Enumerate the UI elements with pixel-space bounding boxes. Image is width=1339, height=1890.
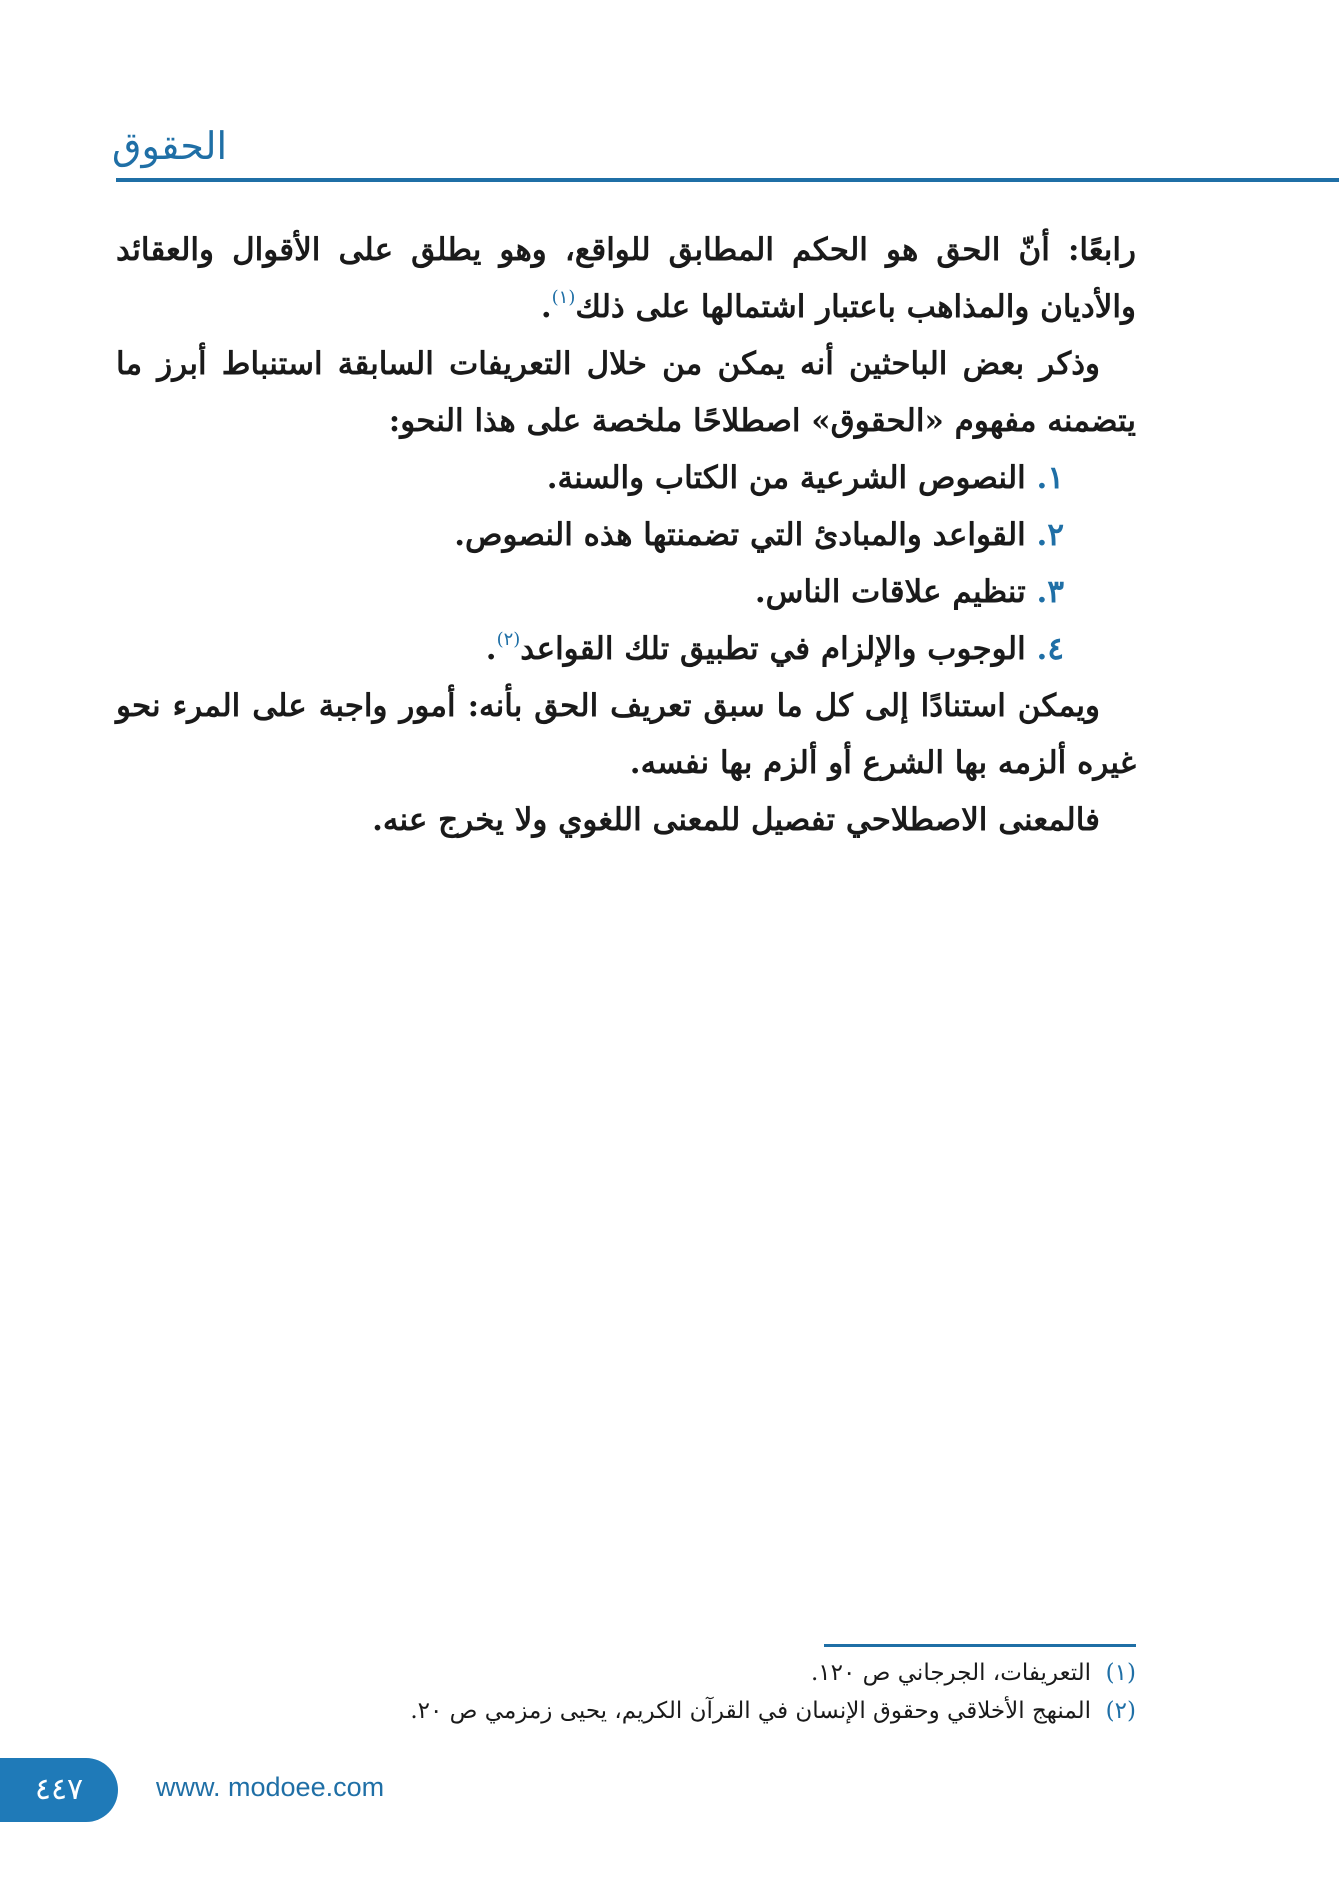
footnote-text: التعريفات، الجرجاني ص ١٢٠. (810, 1660, 1092, 1686)
footnote-item (116, 1654, 1136, 1692)
list-number: ٤. (1036, 631, 1064, 667)
footnote-ref-2[interactable]: (٢) (496, 629, 521, 650)
list-number: ١. (1036, 460, 1064, 496)
list-text: النصوص الشرعية من الكتاب والسنة. (546, 460, 1037, 496)
footnote-item (116, 1692, 1136, 1730)
paragraph-conclusion: فالمعنى الاصطلاحي تفصيل للمعنى اللغوي ولا يخرج عنه. (372, 802, 1100, 838)
footnote-divider (824, 1644, 1136, 1647)
website-link[interactable]: www. modoee.com (156, 1772, 385, 1802)
paragraph-text: أنّ الحق هو الحكم المطابق للواقع، وهو يطلق على الأقوال والعقائد والأديان والمذاهب باعتبار اشتمالها على ذلك (116, 232, 1136, 325)
paragraph-researchers: وذكر بعض الباحثين أنه يمكن من خلال التعريفات السابقة استنباط أبرز ما يتضمنه مفهوم «الحقوق» اصطلاحًا ملخصة على هذا النحو: (116, 346, 1136, 439)
list-text: الوجوب والإلزام في تطبيق تلك القواعد (520, 631, 1037, 667)
list-text: تنظيم علاقات الناس. (754, 574, 1037, 610)
list-item (116, 507, 1136, 564)
paragraph-definition: ويمكن استنادًا إلى كل ما سبق تعريف الحق بأنه: أمور واجبة على المرء نحو غيره ألزمه بها الشرع أو ألزم بها نفسه. (116, 688, 1136, 781)
list-item (116, 450, 1136, 507)
page-number-badge: ٤٤٧ (0, 1758, 118, 1822)
list-item (116, 621, 1136, 678)
list-number: ٢. (1036, 517, 1064, 553)
list-end: . (485, 631, 497, 667)
header-divider (116, 178, 1339, 182)
footnote-ref-1[interactable]: (١) (551, 287, 576, 308)
list-text: القواعد والمبادئ التي تضمنتها هذه النصوص. (454, 517, 1037, 553)
list-item (116, 564, 1136, 621)
page-header-title: الحقوق (112, 124, 228, 168)
paragraph-end: . (540, 289, 552, 325)
paragraph-label: رابعًا: (1049, 232, 1136, 268)
footnotes (116, 1654, 1136, 1730)
definition-list (116, 450, 1136, 678)
footnote-number: (١) (1105, 1660, 1136, 1686)
list-number: ٣. (1036, 574, 1064, 610)
footnote-number: (٢) (1105, 1698, 1136, 1724)
paragraph-fourth-definition (116, 222, 1136, 336)
main-content (116, 222, 1136, 849)
footnote-text: المنهج الأخلاقي وحقوق الإنسان في القرآن الكريم، يحيى زمزمي ص ٢٠. (410, 1698, 1092, 1724)
